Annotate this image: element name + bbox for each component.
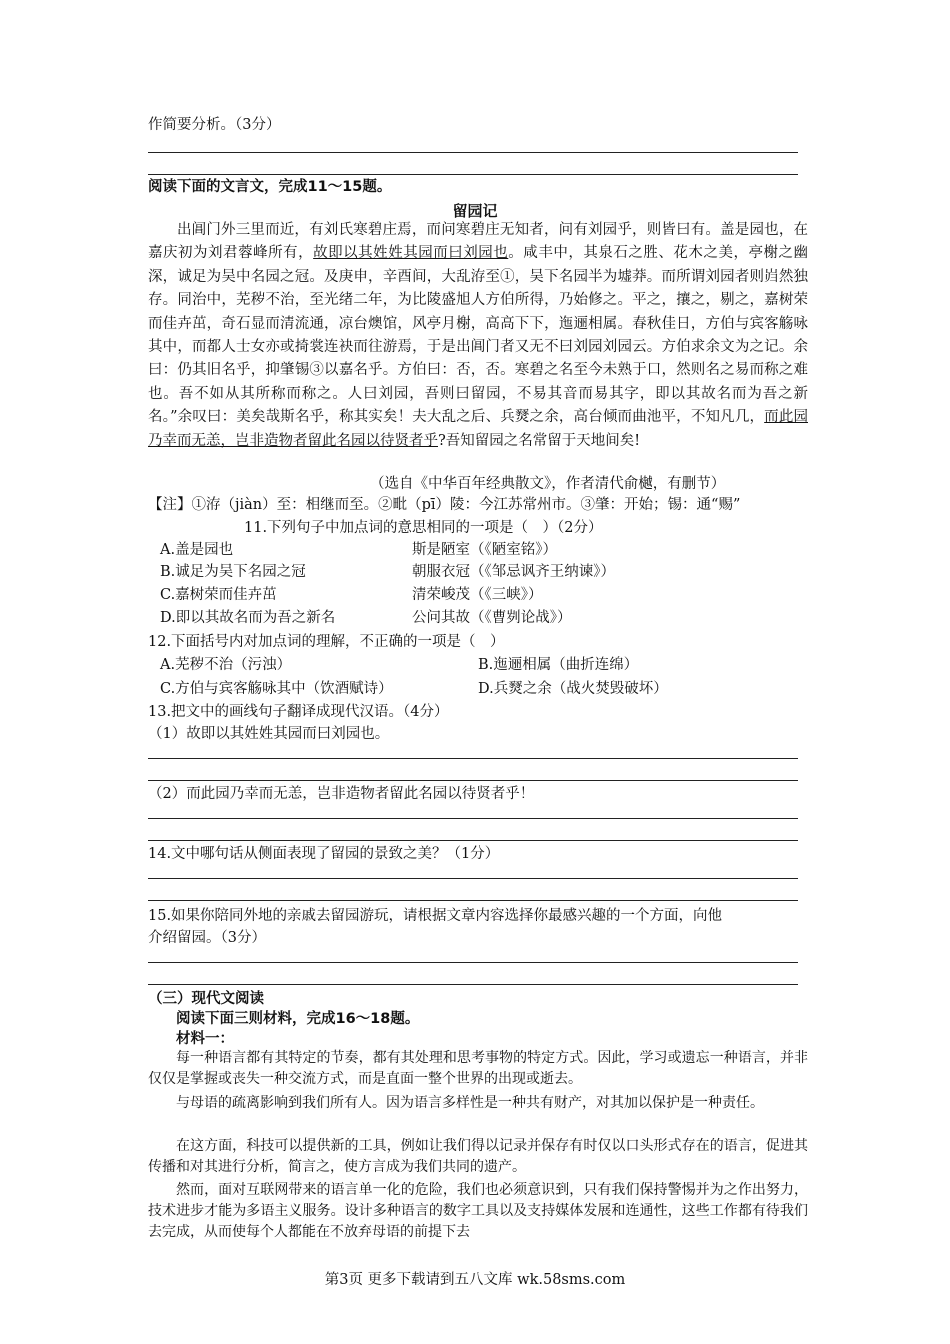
material-paragraph: 然而，面对互联网带来的语言单一化的危险，我们也必须意识到，只有我们保持警惕并为之作出努力，技术进步才能为多语主义服务。设计多种语言的数字工具以及支持媒体发展和连通性，这些工作都有待我们去完成，从而使每个人都能在不放弃母语的前提下去 [148,1182,808,1241]
classical-instruction: 阅读下面的文言文，完成11～15题。 [148,179,392,195]
classical-passage: 出阊门外三里而近，有刘氏寒碧庄焉，而问寒碧庄无知者，问有刘园乎，则皆曰有。盖是园也，在嘉庆初为刘君蓉峰所有，故即以其姓姓其园而曰刘园也。咸丰中，其泉石之胜、花木之美，亭榭之幽深，诚足为吴中名园之冠。及庚申，辛酉间，大乱洊至①，吴下名园半为墟莽。而所谓刘园者则岿然独存。同治中，芜秽不治，至光绪二年，为比陵盛旭人方伯所得，乃始修之。平之，攘之，剔之，嘉树荣而佳卉茁，奇石显而清流通，凉台燠馆，风亭月榭，高高下下，迤逦相属。春秋佳日，方伯与宾客觞咏其中，而都人士女亦或掎裳连袂而往游焉，于是出阊门者又无不曰刘园刘园云。方伯求余文为之记。余曰：仍其旧名乎，抑肇锡③以嘉名乎。方伯曰：否，否。寒碧之名至今未熟于口，然则名之易而称之难也。吾不如从其所称而称之。人曰刘园，吾则曰留园，不易其音而易其字，即以其故名而为吾之新名。”余叹曰：美矣哉斯名乎，称其实矣！夫大乱之后、兵燹之余，高台倾而曲池平，不知凡几，而此园乃幸而无恙，岂非造物者留此名园以待贤者乎?吾知留园之名常留于天地间矣! [148,222,809,449]
q13-sentence-2: （2）而此园乃幸而无恙，岂非造物者留此名园以待贤者乎！ [148,786,535,802]
passage-title: 留园记 [452,202,498,220]
q12-option-right: D.兵燹之余（战火焚毁破坏） [478,681,668,697]
q11-option-right: 斯是陋室（《陋室铭》） [412,542,557,558]
q11-option-left: A.盖是园也 [160,542,234,558]
question-12-stem: 12.下面括号内对加点词的理解，不正确的一项是（ ） [148,634,505,650]
material-label: 材料一： [176,1031,234,1047]
answer-line [148,878,798,879]
answer-line [148,174,798,175]
answer-line [148,818,798,819]
underlined-sentence-1: 故即以其姓姓其园而曰刘园也 [313,245,509,262]
passage-note: 【注】①洊（jiàn）至：相继而至。②毗（pī）陵：今江苏常州市。③肇：开始；锡：通“赐” [148,497,741,513]
material-paragraph: 与母语的疏离影响到我们所有人。因为语言多样性是一种共有财产，对其加以保护是一种责任。 [176,1095,764,1111]
modern-instruction: 阅读下面三则材料，完成16～18题。 [176,1011,420,1027]
material-paragraph: 每一种语言都有其特定的节奏，都有其处理和思考事物的特定方式。因此，学习或遗忘一种语言，并非仅仅是掌握或丧失一种交流方式，而是直面一整个世界的出现或逝去。 [148,1050,808,1088]
material-paragraph: 在这方面，科技可以提供新的工具，例如让我们得以记录并保存有时仅以口头形式存在的语言，促进其传播和对其进行分析，简言之，使方言成为我们共同的遗产。 [148,1138,808,1176]
q12-option-left: A.芜秽不治（污浊） [160,657,292,673]
answer-line [148,962,798,963]
q12-option-right: B.迤逦相属（曲折连绵） [478,657,639,673]
q11-option-left: B.诚足为吴下名园之冠 [160,564,306,580]
answer-line [148,984,798,985]
section-heading: （三）现代文阅读 [148,991,264,1007]
q13-sentence-1: （1）故即以其姓姓其园而曰刘园也。 [148,726,390,742]
answer-line [148,900,798,901]
q11-option-right: 公问其故（《曹刿论战》） [412,610,572,626]
q11-option-left: D.即以其故名而为吾之新名 [160,610,336,626]
page-footer: 第3页 更多下载请到五八文库 wk.58sms.com [324,1272,626,1288]
answer-line [148,758,798,759]
passage-source: （选自《中华百年经典散文》，作者清代俞樾，有删节） [370,476,726,492]
question-15-stem-cont: 介绍留园。（3分） [148,930,266,946]
q11-option-left: C.嘉树荣而佳卉茁 [160,587,277,603]
answer-line [148,152,798,153]
answer-line [148,780,798,781]
q11-option-right: 朝服衣冠（《邹忌讽齐王纳谏》） [412,564,615,580]
question-tail: 作简要分析。（3分） [148,117,281,133]
question-14-stem: 14.文中哪句话从侧面表现了留园的景致之美？（1分） [148,846,500,862]
q11-option-right: 清荣峻茂（《三峡》） [412,587,543,603]
underlined-sentence-2: 而此园乃幸而无恙，岂非造物者留此名园以待贤者乎 [148,409,808,449]
question-13-stem: 13.把文中的画线句子翻译成现代汉语。（4分） [148,704,449,720]
question-11-stem: 11.下列句子中加点词的意思相同的一项是（ ）（2分） [244,520,603,536]
question-15-stem: 15.如果你陪同外地的亲戚去留园游玩，请根据文章内容选择你最感兴趣的一个方面，向他 [148,908,723,924]
answer-line [148,840,798,841]
q12-option-left: C.方伯与宾客觞咏其中（饮酒赋诗） [160,681,393,697]
